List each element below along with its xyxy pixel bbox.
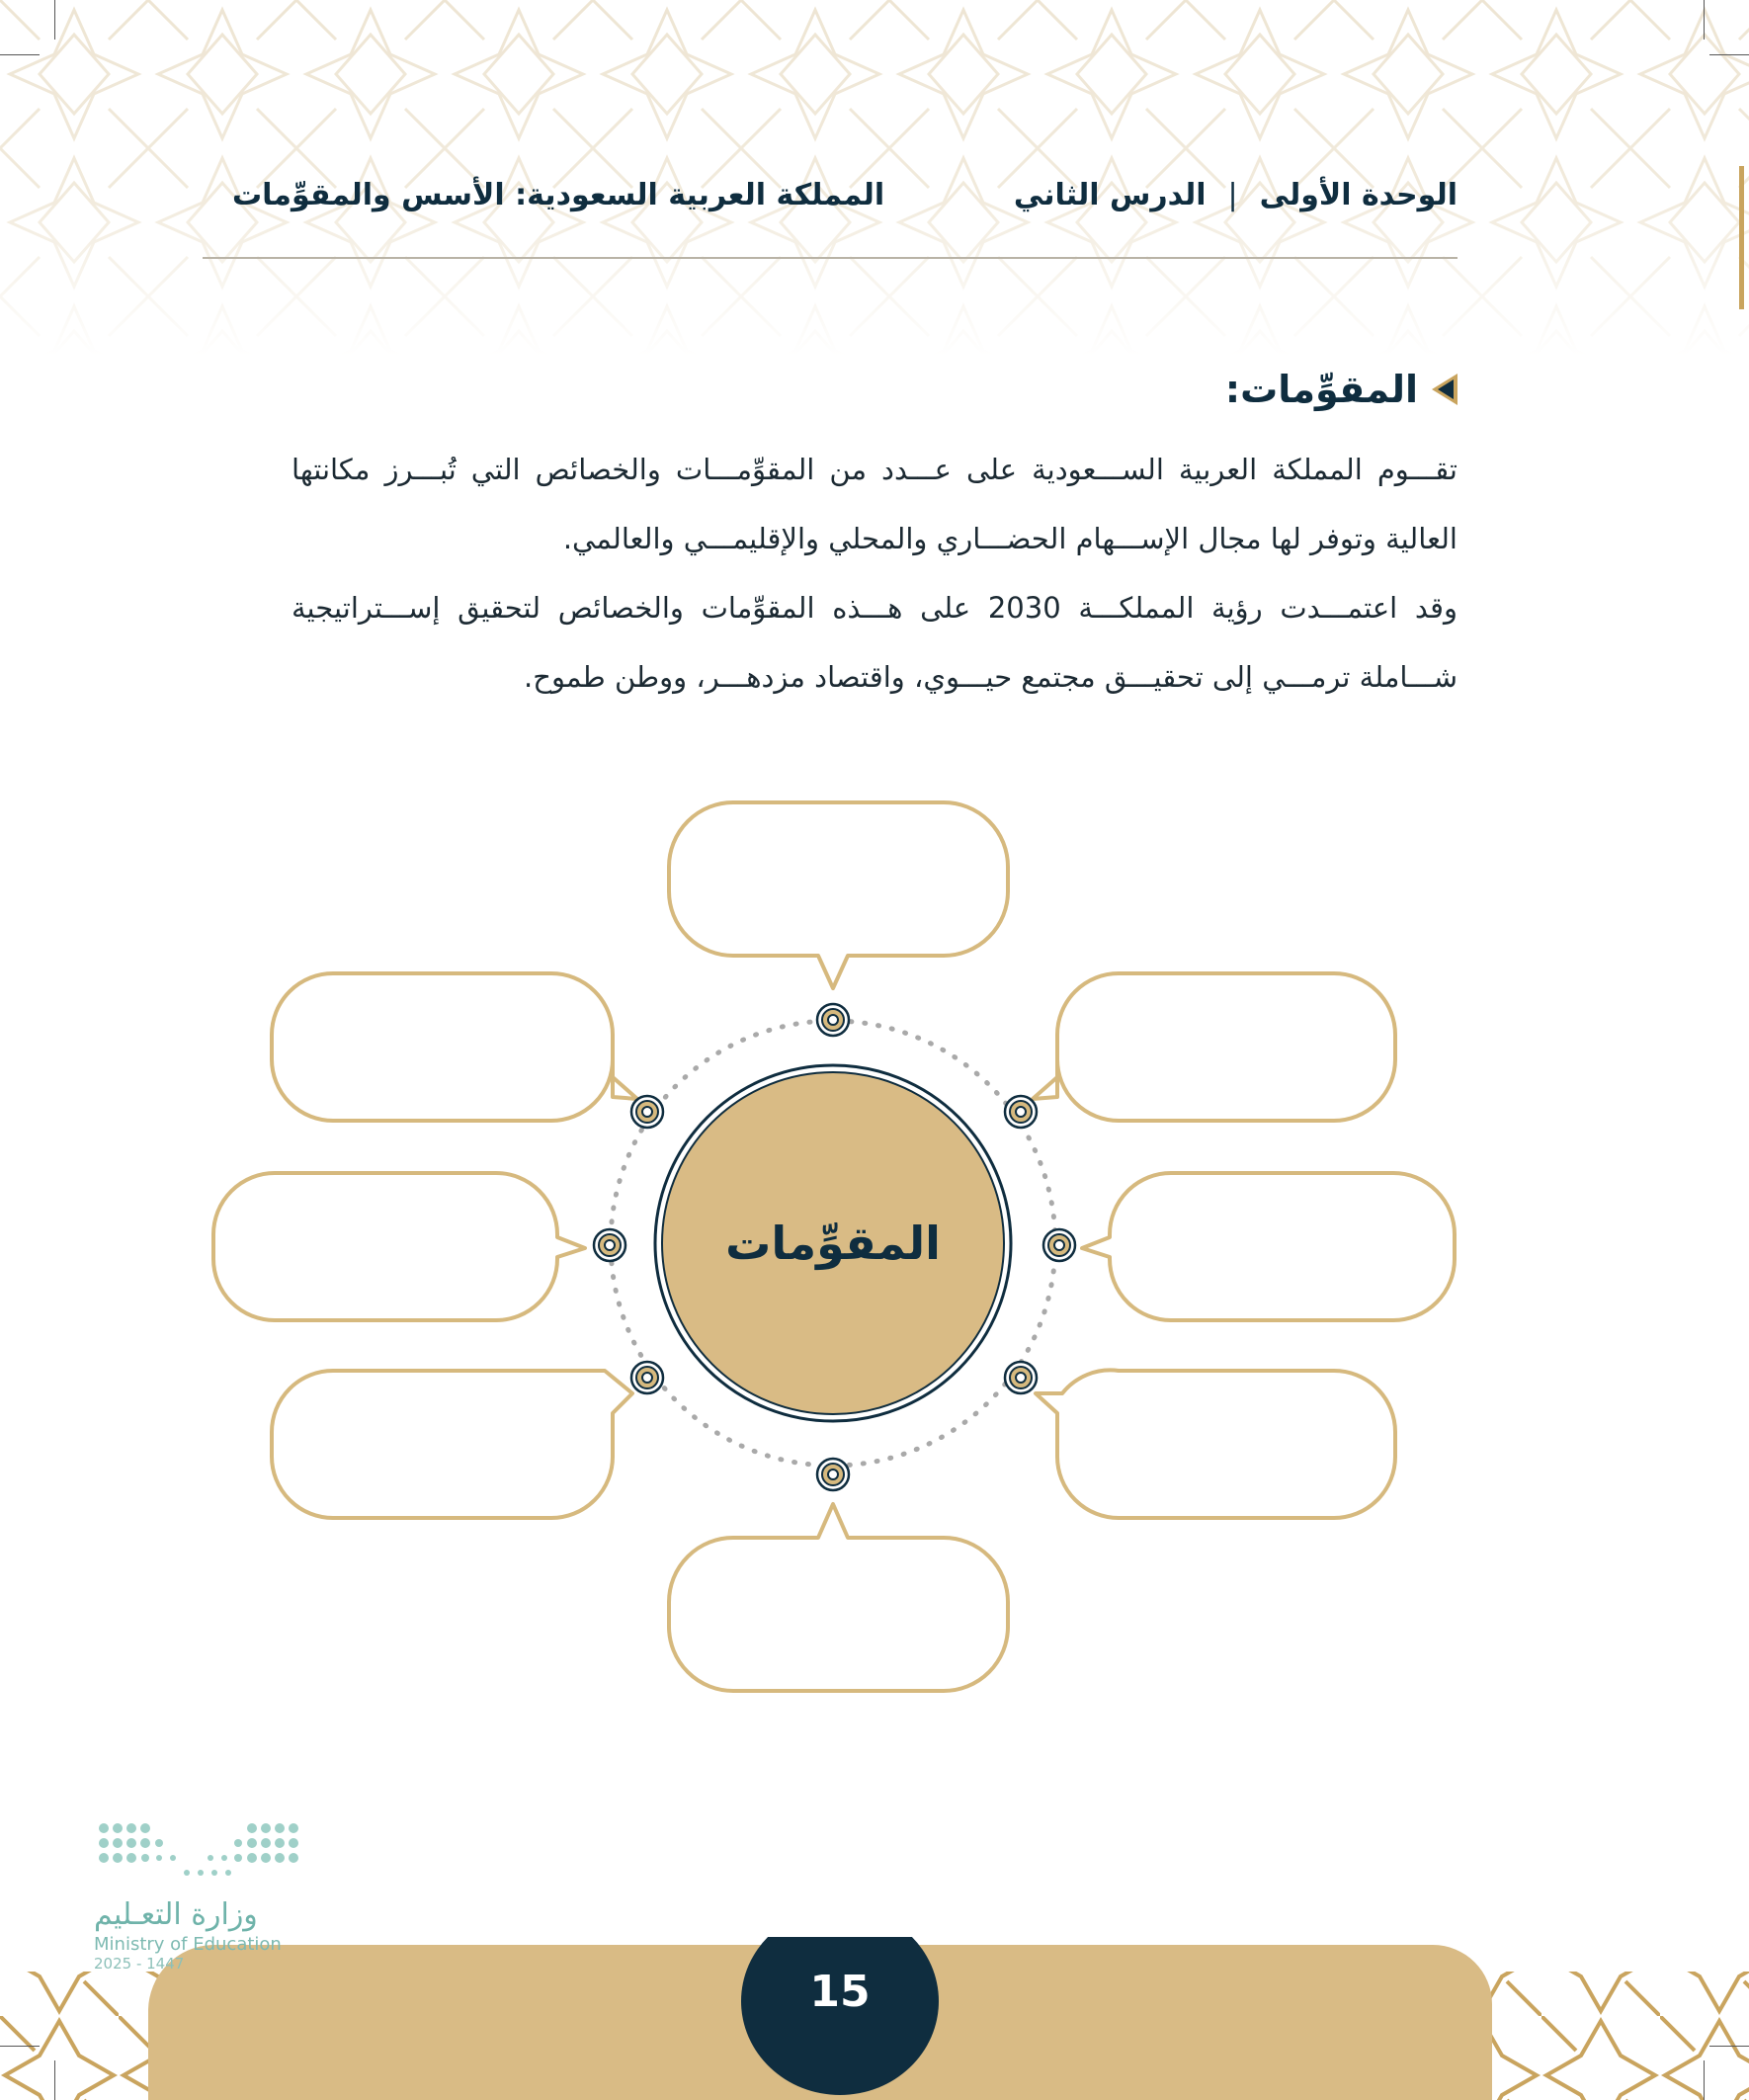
ring-node bbox=[631, 1362, 663, 1393]
bubble-bottom bbox=[669, 1504, 1008, 1691]
crop-mark bbox=[1709, 54, 1749, 55]
crop-mark bbox=[54, 0, 55, 40]
header-unit-lesson bbox=[1014, 178, 1458, 212]
ring-node bbox=[631, 1096, 663, 1128]
bubble-top-left bbox=[272, 973, 637, 1121]
header-lesson: الدرس الثاني bbox=[1013, 178, 1207, 212]
paragraph-2: وقد اعتمـــدت رؤية المملكـــة 2030 على هـــذه المقوِّمات والخصائص لتحقيق إســـتراتيجية شـــاملة ترمـــي إلى تحقيـــق مجتمع حيـــوي، واقتصاد مزدهـــر، ووطن طموح. bbox=[292, 591, 1458, 694]
header-separator: | bbox=[1227, 178, 1238, 212]
crop-mark bbox=[1709, 2046, 1749, 2047]
header-title: المملكة العربية السعودية: الأسس والمقوِّمات bbox=[232, 178, 885, 212]
running-header bbox=[203, 178, 1458, 227]
ring-node bbox=[594, 1229, 625, 1261]
header-unit: الوحدة الأولى bbox=[1259, 178, 1458, 212]
header-divider bbox=[203, 257, 1458, 259]
crop-mark bbox=[1704, 2060, 1705, 2100]
ministry-dots-icon bbox=[94, 1818, 311, 1888]
ring-node bbox=[817, 1004, 849, 1036]
paragraph-1: تقـــوم المملكة العربية الســـعودية على عـــدد من المقوِّمـــات والخصائص التي تُبـــرز مكانتها العالية وتوفر لها مجال الإســـهام الحضـــاري والمحلي والإقليمـــي والعالمي. bbox=[292, 453, 1458, 555]
bubble-right bbox=[1082, 1173, 1455, 1320]
triangle-bullet-icon bbox=[1430, 375, 1458, 404]
diagram-center-label: المقوِّمات bbox=[725, 1217, 941, 1270]
crop-mark bbox=[0, 2046, 40, 2047]
crop-mark bbox=[0, 54, 40, 55]
ring-node bbox=[817, 1459, 849, 1490]
ring-node bbox=[1005, 1362, 1037, 1393]
ministry-name-arabic: وزارة التعـليم bbox=[94, 1897, 258, 1932]
section-heading bbox=[1225, 368, 1458, 411]
ministry-year: 2025 - 1447 bbox=[94, 1955, 185, 1973]
crop-mark bbox=[1704, 0, 1705, 40]
section-heading-text: المقوِّمات: bbox=[1224, 368, 1418, 411]
bubble-left bbox=[213, 1173, 585, 1320]
bubble-bottom-right bbox=[1036, 1370, 1395, 1518]
crop-mark bbox=[54, 2060, 55, 2100]
ring-node bbox=[1043, 1229, 1075, 1261]
side-accent-bar bbox=[1739, 166, 1744, 309]
ministry-name-english: Ministry of Education bbox=[94, 1934, 282, 1955]
bubble-top bbox=[669, 802, 1008, 988]
ring-node bbox=[1005, 1096, 1037, 1128]
ministry-logo bbox=[94, 1818, 321, 1973]
bubble-bottom-left bbox=[272, 1371, 632, 1518]
page-number: 15 bbox=[809, 1967, 871, 2017]
bubble-top-right bbox=[1033, 973, 1395, 1121]
